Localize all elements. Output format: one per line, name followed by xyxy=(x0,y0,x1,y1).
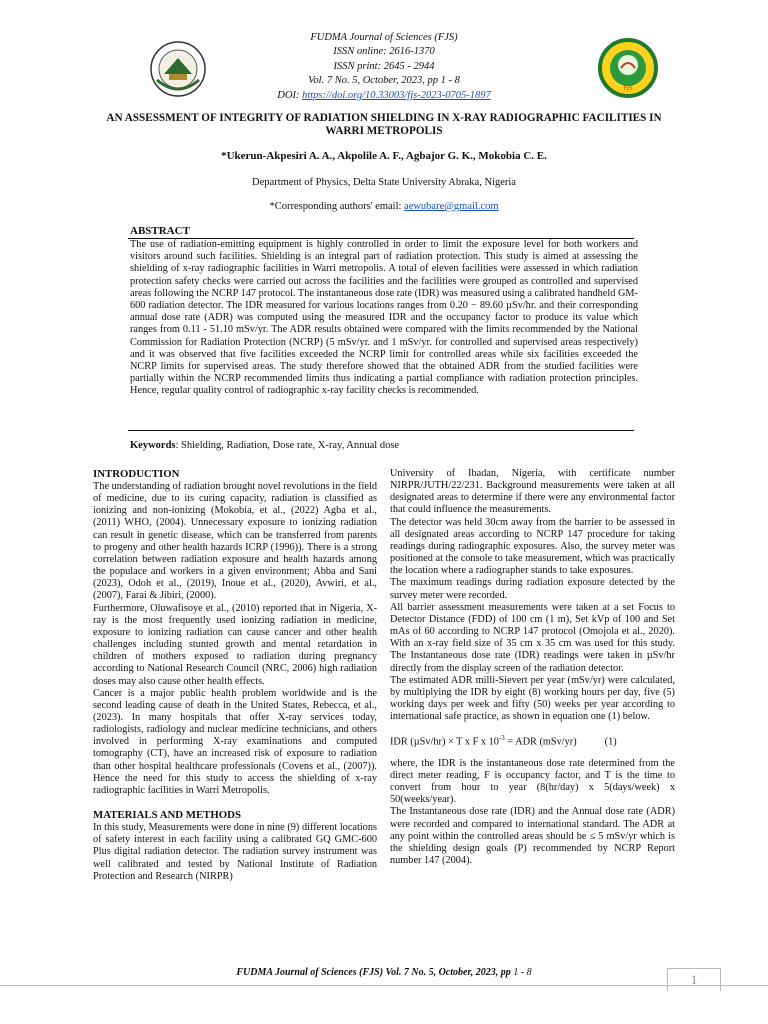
methods-paragraph-5: All barrier assessment measurements were taken at a set Focus to Detector Distance (FDD) of 100 cm (1 m), Set kVp of 100 and Set mAs of 60 according to NCRP 147 protocol (Omojola et al., 2020). With an x-ray field size of 35 cm x 35 cm was used for this study. The Instantaneous dose rate (IDR) readings were taken in µSv/hr directly from the display screen of the radiation detector. xyxy=(390,601,675,674)
methods-paragraph-8: The Instantaneous dose rate (IDR) and the Annual dose rate (ADR) were recorded and compared to international standard. The ADR at any point within the controlled areas should be ≤ 5 mSv/yr which is the shielding design goals (P) recommended by NCRP Report number 147 (2004). xyxy=(390,806,675,867)
right-column xyxy=(390,468,675,867)
introduction-heading: INTRODUCTION xyxy=(93,468,180,480)
corresponding-author xyxy=(80,201,688,212)
journal-header xyxy=(200,31,568,103)
intro-paragraph-3: Cancer is a major public health problem worldwide and is the second leading cause of death in the United States, Rebecca, et al., (2023). In many hospitals that offer X-ray services today, radiologists, radiology and nuclear medicine technicians, and others involved in performing X-ray examinations and computed tomography (CT), have an increased risk of exposure to radiation than other hospital healthcare professionals (Covens et al., (2007)). Hence the need for this study to access the shielding of x-ray radiographic facilities in Warri Metropolis. xyxy=(93,687,377,796)
left-column xyxy=(93,468,377,883)
intro-paragraph-2: Furthermore, Oluwafisoye et al., (2010) reported that in Nigeria, X-ray is the most frequently used ionizing radiation in medicine, exposure to ionizing radiation can cause cancer and other health challenges including stunted growth and mental retardation in children of mothers exposed to radiation during pregnancy according to National Research Council (NRC, 2006) high radiation doses may also cause other health effects. xyxy=(93,602,377,687)
equation-exponent: -3 xyxy=(498,734,505,743)
issn-online: ISSN online: 2616-1370 xyxy=(333,46,435,58)
paper-title-line1: AN ASSESSMENT OF INTEGRITY OF RADIATION SHIELDING IN X-RAY RADIOGRAPHIC FACILITIES IN xyxy=(106,112,662,124)
footer-citation: FUDMA Journal of Sciences (FJS) Vol. 7 No. 5, October, 2023, pp xyxy=(236,967,511,978)
issn-print: ISSN print: 2645 - 2944 xyxy=(333,60,435,72)
keywords xyxy=(130,440,638,451)
doi-link[interactable]: https://doi.org/10.33003/fjs-2023-0705-1897 xyxy=(302,89,491,101)
page-footer xyxy=(0,967,768,978)
methods-paragraph-6: The estimated ADR milli-Sievert per year (mSv/yr) were calculated, by multiplying the IDR by eight (8) working hours per day, five (5) working days per week and fifty (50) weeks per year according to international safe practice, as shown in equation one (1) below. xyxy=(390,674,675,723)
journal-name: FUDMA Journal of Sciences (FJS) xyxy=(310,32,458,43)
volume-info: Vol. 7 No. 5, October, 2023, pp 1 - 8 xyxy=(308,75,460,87)
methods-paragraph-1: In this study, Measurements were done in nine (9) different locations of safety interest in each facility using a calibrated GQ GMC-600 Plus digital radiation detector. The radiation survey instrument was well calibrated and tested by National Institute of Radiation Protection and Research (NIRPR) xyxy=(93,822,377,882)
equation-number: (1) xyxy=(604,736,617,748)
corresponding-email-link[interactable]: aewubare@gmail.com xyxy=(404,201,499,212)
doi-label: DOI: xyxy=(277,89,303,101)
abstract-bottom-rule xyxy=(128,430,634,431)
section-gap xyxy=(93,797,377,809)
page-number: 1 xyxy=(667,968,721,991)
footer-pages: 1 - 8 xyxy=(510,967,532,978)
equation-rhs: = ADR (mSv/yr) xyxy=(504,736,577,748)
journal-logo-text: FJS xyxy=(623,85,633,92)
doi-line xyxy=(200,89,568,103)
abstract-heading: ABSTRACT xyxy=(130,225,190,237)
intro-paragraph-1: The understanding of radiation brought novel revolutions in the field of medicine, due to its curing capacity, radiation is classified as ionizing and non-ionizing (Mokobia, et al., (2022) Agba et al., (2011) WHO, (2004). Unnecessary exposure to ionizing radiation can result in genetic disease, which can be transferred from parents to progeny and other health hazards ICRP (1996)). There is a strong correlation between radiation exposure and health hazards among the populace and workers in a given environment; Abba and Sani (2023), Odoh et al., (2019), Inoue et al., (2020), Avwiri, et al., (2007), Farai & Jibiri, (2000). xyxy=(93,481,377,602)
corresponding-label: *Corresponding authors' email: xyxy=(269,201,405,212)
methods-paragraph-7: where, the IDR is the instantaneous dose rate determined from the direct meter reading, F is occupancy factor, and T is the time to convert from hour to year (8(hr/day) x 5(days/week) x 50(weeks/year). xyxy=(390,757,675,806)
footer-rule xyxy=(0,985,768,986)
abstract-text: The use of radiation-emitting equipment is highly controlled in order to limit the exposure level for both workers and visitors around such facilities. Shielding is an integral part of radiation protection. This study is aimed at assessing the shielding of x-ray radiographic facilities in Warri metropolis. A total of eleven facilities were assessed in which radiation protection safety checks were carried out across the facilities and the facilities were grouped as controlled and supervised areas following the NCRP 147 protocol. The instantaneous dose rate (IDR) was measured using a calibrated handheld GM-600 radiation detector. The IDR measured for various locations ranges from 0.20 − 89.60 µSv/hr. and their corresponding annual dose rate (ADR) was computed using the measured IDR and the occupancy factor to produce its value which ranges from 0.11 - 51.10 mSv/yr. The ADR results obtained were compared with the limits recommended by the National Commission for Radiation Protection (NCRP) (5 mSv/yr. and 1 mSv/yr. for controlled and supervised areas respectively) and it was observed that five facilities exceeded the NCRP limit for controlled areas while six facilities exceeded the NCRP limits for supervised areas. The study therefore showed that the obtained ADR from the studied facilities were partially within the NCRP recommended limits thus indicating a partial compliance with radiation protection principles. Hence, regular quality control of radiographic x-ray facility checks is recommended. xyxy=(130,239,638,397)
keywords-label: Keywords xyxy=(130,440,176,451)
equation-1 xyxy=(390,732,675,749)
journal-logo xyxy=(597,38,659,98)
methods-paragraph-3: The detector was held 30cm away from the barrier to be assessed in all designated areas according to NCRP 147 procedure for taking readings during radiographic exposures. Also, the survey meter was positioned at the console to take measurement, which was practically the location where a radiographer stands to take exposures. xyxy=(390,516,675,577)
keywords-list: : Shielding, Radiation, Dose rate, X-ray, Annual dose xyxy=(175,440,400,451)
methods-heading: MATERIALS AND METHODS xyxy=(93,809,241,822)
affiliation: Department of Physics, Delta State University Abraka, Nigeria xyxy=(252,177,516,188)
methods-paragraph-2: University of Ibadan, Nigeria, with certificate number NIRPR/JUTH/22/231. Background measurements were taken at all designated areas to determine if there were any environmental factor that could influence the measurements. xyxy=(390,468,675,516)
equation-lhs: IDR (µSv/hr) × T x F x 10 xyxy=(390,736,499,748)
paper-title xyxy=(80,112,688,138)
paper-title-line2: WARRI METROPOLIS xyxy=(325,125,443,137)
methods-paragraph-4: The maximum readings during radiation exposure detected by the survey meter were recorded. xyxy=(390,577,675,601)
author-list: *Ukerun-Akpesiri A. A., Akpolile A. F., Agbajor G. K., Mokobia C. E. xyxy=(221,150,547,162)
